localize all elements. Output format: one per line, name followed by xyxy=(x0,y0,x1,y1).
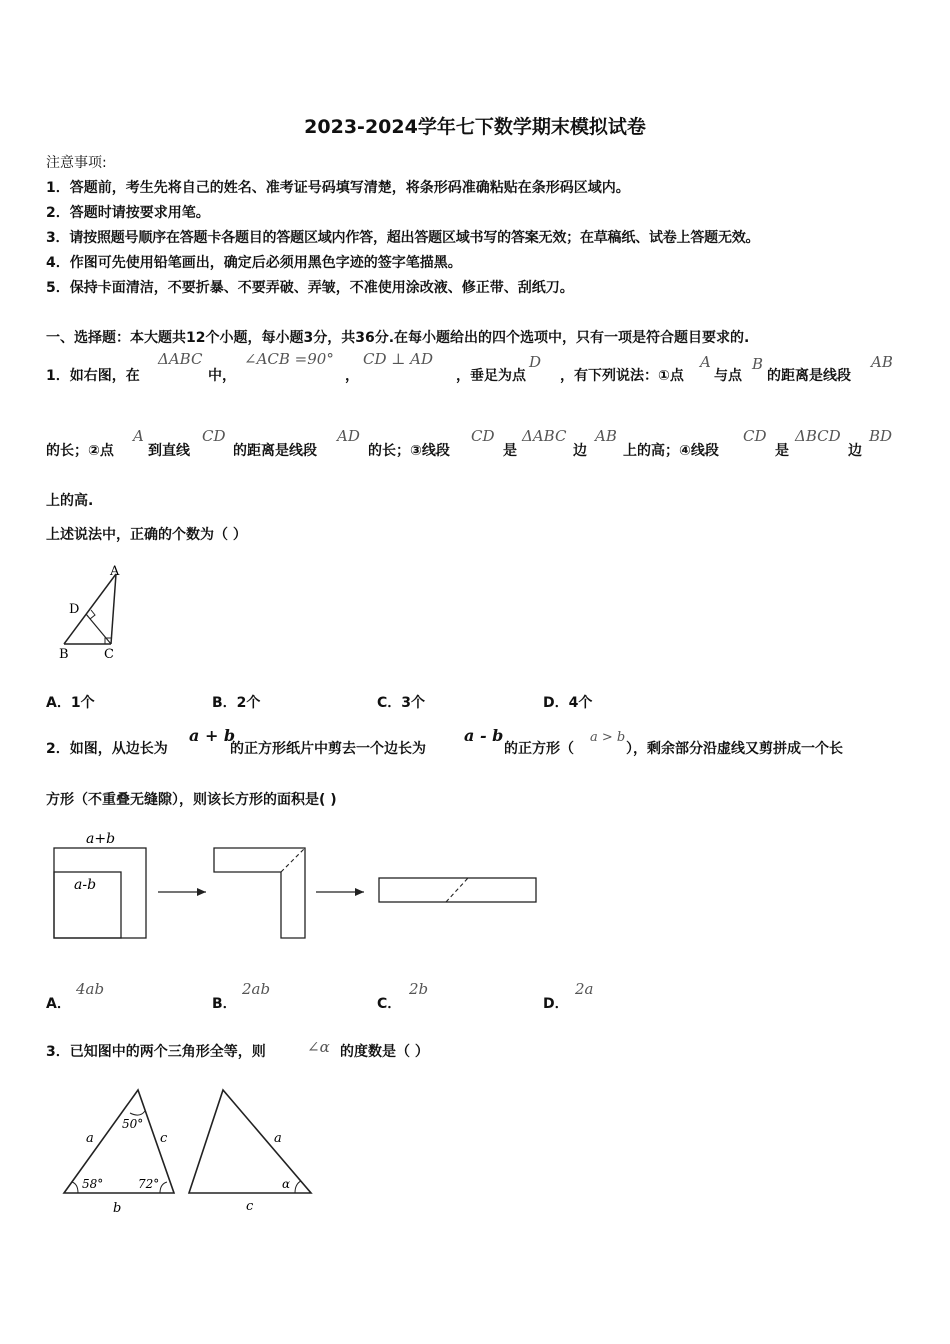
q1-fig-label: A xyxy=(110,564,120,579)
q2-text: ），剩余部分沿虚线又剪拼成一个长 xyxy=(626,741,843,757)
q1-math: CD ⊥ AD xyxy=(363,350,434,368)
q1-text: 是 xyxy=(775,443,789,459)
q2-square-cut-figure xyxy=(46,826,546,946)
q3-fig-label: c xyxy=(246,1199,254,1214)
q1-math: ΔBCD xyxy=(795,427,841,445)
arrow-icon xyxy=(197,888,206,896)
q2-math: a - b xyxy=(464,726,504,745)
q2-option-d[interactable]: D． xyxy=(543,996,569,1012)
q3-text: 3．已知图中的两个三角形全等，则 xyxy=(46,1044,266,1060)
q2-option-c-value: 2b xyxy=(409,980,429,998)
q1-option-a[interactable]: A．1个 xyxy=(46,695,95,711)
q1-option-d[interactable]: D．4个 xyxy=(543,695,593,711)
q1-math: ΔABC xyxy=(158,350,203,368)
notice-item: 4．作图可先使用铅笔画出，确定后必须用黑色字迹的签字笔描黑。 xyxy=(46,255,462,271)
q1-text: 的距离是线段 xyxy=(233,443,317,459)
q1-text: 1．如右图，在 xyxy=(46,368,140,384)
q3-text: 的度数是（ ） xyxy=(340,1044,429,1060)
q3-fig-label: a xyxy=(86,1131,94,1146)
q1-math: ΔABC xyxy=(522,427,567,445)
q2-text: 方形（不重叠无缝隙），则该长方形的面积是( ) xyxy=(46,792,337,808)
q2-option-d-value: 2a xyxy=(575,980,594,998)
q1-math: CD xyxy=(743,427,767,445)
q1-math: BD xyxy=(869,427,893,445)
q3-fig-label: 72° xyxy=(138,1177,160,1191)
q3-angle: ∠α xyxy=(307,1038,330,1056)
notice-item: 5．保持卡面清洁，不要折暴、不要弄破、弄皱，不准使用涂改液、修正带、刮纸刀。 xyxy=(46,280,574,296)
q1-text: 的长；②点 xyxy=(46,443,114,459)
q3-fig-label: c xyxy=(160,1131,168,1146)
notice-item: 3．请按照题号顺序在答题卡各题目的答题区域内作答，超出答题区域书写的答案无效；在草稿纸、试卷上答题无效。 xyxy=(46,230,760,246)
q1-math: A xyxy=(700,353,711,371)
q1-math: CD xyxy=(471,427,495,445)
q3-fig-label: b xyxy=(113,1201,122,1216)
q1-triangle-figure xyxy=(44,562,134,662)
q1-option-b[interactable]: B．2个 xyxy=(212,695,261,711)
q1-option-c[interactable]: C．3个 xyxy=(377,695,426,711)
q1-text: 边 xyxy=(848,443,862,459)
q1-text: 边 xyxy=(573,443,587,459)
q1-math: AB xyxy=(871,353,893,371)
q1-math: CD xyxy=(202,427,226,445)
q1-math: AD xyxy=(337,427,360,445)
section-heading: 一、选择题：本大题共12个小题，每小题3分，共36分.在每小题给出的四个选项中，只有一项是符合题目要求的. xyxy=(46,330,750,346)
q3-fig-label: α xyxy=(282,1177,291,1191)
q1-fig-label: B xyxy=(59,647,69,662)
q2-option-a-value: 4ab xyxy=(76,980,105,998)
q3-fig-label: 58° xyxy=(82,1177,104,1191)
q1-text: 上的高；④线段 xyxy=(623,443,719,459)
q1-fig-label: C xyxy=(104,647,114,662)
arrow-icon xyxy=(355,888,364,896)
q2-option-c[interactable]: C． xyxy=(377,996,402,1012)
q1-text: ，有下列说法：①点 xyxy=(560,368,684,384)
q1-prompt: 上述说法中，正确的个数为（ ） xyxy=(46,527,247,543)
notice-heading: 注意事项: xyxy=(46,155,107,171)
q3-fig-label: 50° xyxy=(122,1117,144,1131)
q1-text: ， xyxy=(345,368,359,384)
q3-triangles-figure xyxy=(56,1080,326,1220)
q1-math: ∠ACB =90° xyxy=(244,350,334,368)
notice-item: 2．答题时请按要求用笔。 xyxy=(46,205,210,221)
q1-text: ，垂足为点 xyxy=(456,368,526,384)
q1-fig-label: D xyxy=(69,602,80,617)
page-title: 2023-2024学年七下数学期末模拟试卷 xyxy=(304,116,646,138)
q1-text: 中， xyxy=(208,368,236,384)
q2-text: 的正方形（ xyxy=(504,741,574,757)
q2-option-b-value: 2ab xyxy=(242,980,271,998)
q1-math: D xyxy=(529,353,542,371)
q1-text: 是 xyxy=(503,443,517,459)
q1-math: AB xyxy=(595,427,617,445)
q1-text: 与点 xyxy=(714,368,742,384)
q1-text: 到直线 xyxy=(148,443,190,459)
q3-fig-label: a xyxy=(274,1131,282,1146)
q2-fig-label: a-b xyxy=(74,877,97,893)
q2-text: 2．如图，从边长为 xyxy=(46,741,168,757)
q1-math: B xyxy=(752,355,764,373)
q2-math: a > b xyxy=(590,730,626,745)
notice-item: 1．答题前，考生先将自己的姓名、准考证号码填写清楚，将条形码准确粘贴在条形码区域内。 xyxy=(46,180,630,196)
q2-option-b[interactable]: B． xyxy=(212,996,237,1012)
q2-option-a[interactable]: A． xyxy=(46,996,71,1012)
q1-text: 的距离是线段 xyxy=(767,368,851,384)
q1-text: 的长；③线段 xyxy=(368,443,450,459)
q2-text: 的正方形纸片中剪去一个边长为 xyxy=(230,741,426,757)
q1-text: 上的高. xyxy=(46,493,94,509)
q2-fig-label: a+b xyxy=(86,831,116,847)
q2-math: a + b xyxy=(189,726,236,745)
q1-math: A xyxy=(133,427,144,445)
